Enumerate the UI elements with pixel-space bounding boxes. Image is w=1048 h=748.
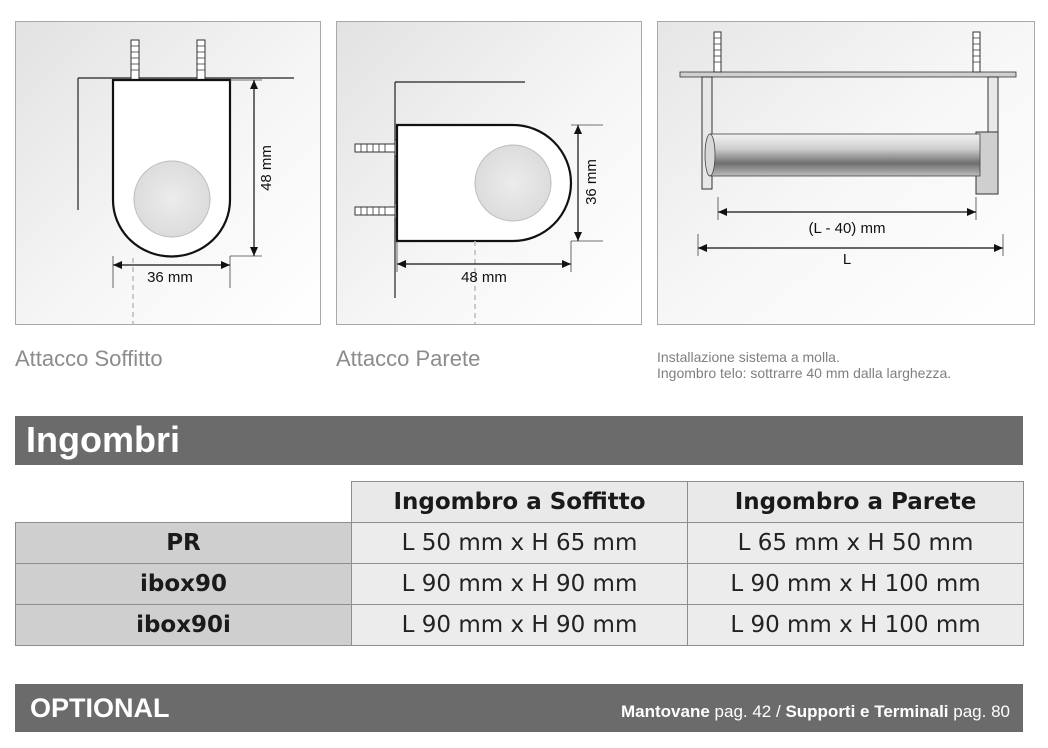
wall-height-label: 36 mm xyxy=(583,159,600,205)
ceiling-mount-figure xyxy=(15,21,321,325)
column-header: Ingombro a Parete xyxy=(688,482,1024,523)
table-cell: L 90 mm x H 100 mm xyxy=(688,605,1024,646)
wall-mount-figure xyxy=(336,21,642,325)
ceiling-height-label: 48 mm xyxy=(258,145,275,191)
screw-icon xyxy=(973,32,980,72)
row-header: ibox90 xyxy=(16,564,352,605)
table-cell: L 90 mm x H 90 mm xyxy=(352,605,688,646)
table-row xyxy=(16,564,1024,605)
dimensions-table xyxy=(15,481,1024,646)
link-mantovane[interactable]: Mantovane xyxy=(621,702,710,721)
row-header: ibox90i xyxy=(16,605,352,646)
footer-links xyxy=(621,702,1010,722)
ceiling-mount-drawing xyxy=(16,22,321,325)
table-cell: L 50 mm x H 65 mm xyxy=(352,523,688,564)
table-row xyxy=(16,605,1024,646)
note-line: Ingombro telo: sottrarre 40 mm dalla larghezza. xyxy=(657,365,952,381)
ceiling-width-label: 36 mm xyxy=(147,269,193,286)
inner-width-label: (L - 40) mm xyxy=(808,220,886,237)
table-cell: L 65 mm x H 50 mm xyxy=(688,523,1024,564)
wall-mount-caption: Attacco Parete xyxy=(336,346,481,371)
footer-title: OPTIONAL xyxy=(30,693,170,723)
page-ref: pag. 80 xyxy=(953,702,1010,721)
ceiling-mount-caption: Attacco Soffitto xyxy=(15,346,163,371)
row-header: PR xyxy=(16,523,352,564)
spring-system-figure xyxy=(657,21,1035,325)
table-cell: L 90 mm x H 100 mm xyxy=(688,564,1024,605)
wall-mount-drawing xyxy=(337,22,642,325)
page-ref: pag. 42 / xyxy=(714,702,781,721)
column-header: Ingombro a Soffitto xyxy=(352,482,688,523)
table-header-row xyxy=(16,482,1024,523)
section-header xyxy=(15,416,1023,465)
note-line: Installazione sistema a molla. xyxy=(657,349,840,365)
screw-icon xyxy=(714,32,721,72)
optional-footer xyxy=(15,684,1023,732)
spring-system-note xyxy=(657,349,951,381)
section-title: Ingombri xyxy=(26,419,180,460)
table-corner xyxy=(16,482,352,523)
spring-system-drawing xyxy=(658,22,1035,325)
table-cell: L 90 mm x H 90 mm xyxy=(352,564,688,605)
wall-width-label: 48 mm xyxy=(461,269,507,286)
link-supporti-terminali[interactable]: Supporti e Terminali xyxy=(785,702,949,721)
table-row xyxy=(16,523,1024,564)
outer-width-label: L xyxy=(842,251,852,268)
